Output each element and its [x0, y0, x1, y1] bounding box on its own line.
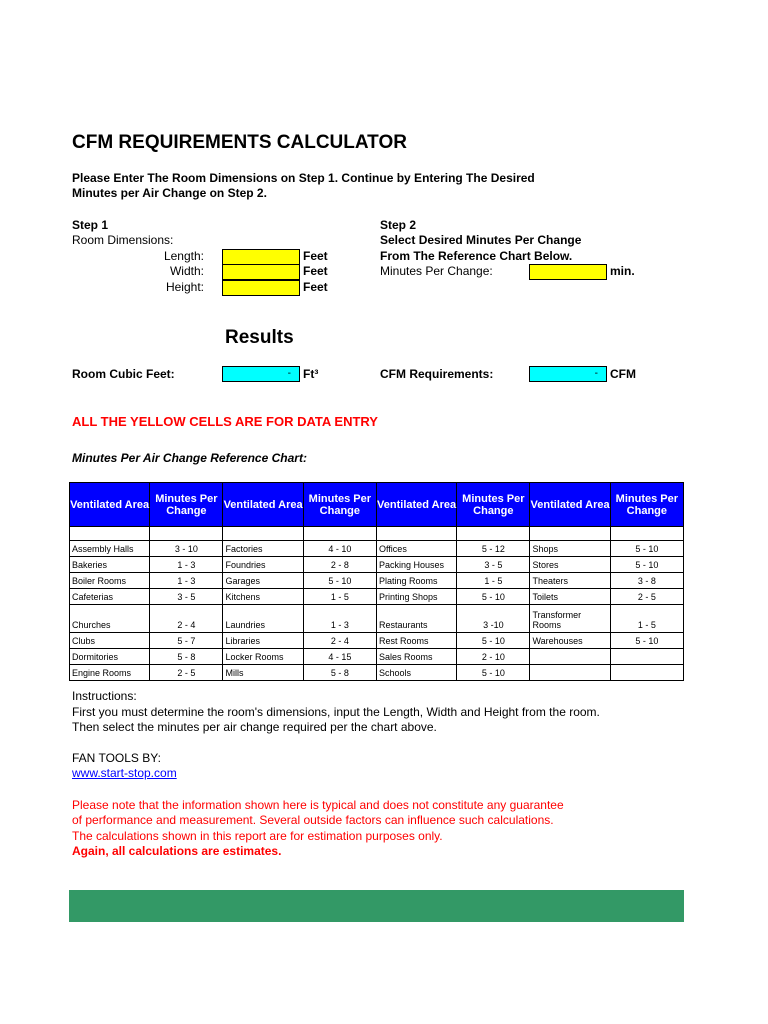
column-header: Minutes Per Change: [303, 483, 376, 527]
width-input[interactable]: [222, 264, 300, 280]
step1-heading: Step 1: [72, 218, 109, 232]
area-cell: [530, 649, 610, 665]
spacer-cell: [223, 527, 303, 541]
column-header: Ventilated Area: [70, 483, 150, 527]
height-label: Height:: [165, 280, 204, 294]
spacer-cell: [150, 527, 223, 541]
area-cell: Libraries: [223, 633, 303, 649]
area-cell: Foundries: [223, 557, 303, 573]
minutes-cell: [610, 649, 683, 665]
area-cell: Locker Rooms: [223, 649, 303, 665]
minutes-cell: 1 - 5: [457, 573, 530, 589]
room-cubic-feet-label: Room Cubic Feet:: [72, 367, 175, 381]
area-cell: Toilets: [530, 589, 610, 605]
area-cell: Restaurants: [376, 605, 456, 633]
minutes-cell: 5 - 12: [457, 541, 530, 557]
area-cell: Transformer Rooms: [530, 605, 610, 633]
area-cell: Mills: [223, 665, 303, 681]
room-dimensions-label: Room Dimensions:: [72, 233, 174, 247]
intro-line-1: Please Enter The Room Dimensions on Step 1. Continue by Entering The Desired: [72, 171, 535, 185]
minutes-cell: 2 - 10: [457, 649, 530, 665]
table-row: [70, 589, 684, 605]
height-input[interactable]: [222, 280, 300, 296]
column-header: Ventilated Area: [223, 483, 303, 527]
minutes-per-change-label: Minutes Per Change:: [380, 264, 493, 278]
minutes-cell: 1 - 3: [303, 605, 376, 633]
minutes-cell: 5 - 8: [150, 649, 223, 665]
minutes-cell: 2 - 4: [303, 633, 376, 649]
table-row: [70, 649, 684, 665]
minutes-cell: 4 - 15: [303, 649, 376, 665]
minutes-cell: 2 - 5: [610, 589, 683, 605]
area-cell: Factories: [223, 541, 303, 557]
height-unit: Feet: [303, 280, 328, 294]
table-row: [70, 557, 684, 573]
fan-tools-label: FAN TOOLS BY:: [72, 751, 161, 765]
minutes-cell: 5 - 10: [610, 557, 683, 573]
minutes-cell: 5 - 10: [457, 589, 530, 605]
table-spacer-row: [70, 527, 684, 541]
area-cell: Rest Rooms: [376, 633, 456, 649]
reference-chart-table: [69, 482, 684, 681]
area-cell: Printing Shops: [376, 589, 456, 605]
data-entry-note: ALL THE YELLOW CELLS ARE FOR DATA ENTRY: [72, 414, 378, 429]
area-cell: Dormitories: [70, 649, 150, 665]
area-cell: Kitchens: [223, 589, 303, 605]
disclaimer-line-4: Again, all calculations are estimates.: [72, 844, 282, 858]
table-row: [70, 605, 684, 633]
disclaimer-line-1: Please note that the information shown here is typical and does not constitute any guarantee: [72, 798, 564, 812]
minutes-cell: 1 - 5: [610, 605, 683, 633]
area-cell: Plating Rooms: [376, 573, 456, 589]
cfm-requirements-output: -: [529, 366, 607, 382]
area-cell: Offices: [376, 541, 456, 557]
width-label: Width:: [169, 264, 204, 278]
area-cell: Cafeterias: [70, 589, 150, 605]
table-row: [70, 573, 684, 589]
cfm-requirements-label: CFM Requirements:: [380, 367, 494, 381]
minutes-cell: 4 - 10: [303, 541, 376, 557]
page-title: CFM REQUIREMENTS CALCULATOR: [72, 132, 407, 153]
spacer-cell: [303, 527, 376, 541]
cfm-unit: CFM: [610, 367, 636, 381]
disclaimer-line-2: of performance and measurement. Several outside factors can influence such calculations.: [72, 813, 554, 827]
spacer-cell: [457, 527, 530, 541]
column-header: Minutes Per Change: [610, 483, 683, 527]
area-cell: Churches: [70, 605, 150, 633]
minutes-cell: 5 - 8: [303, 665, 376, 681]
table-row: [70, 633, 684, 649]
step2-heading: Step 2: [380, 218, 417, 232]
area-cell: Boiler Rooms: [70, 573, 150, 589]
minutes-cell: 2 - 4: [150, 605, 223, 633]
minutes-cell: 5 - 10: [610, 541, 683, 557]
minutes-cell: 5 - 10: [457, 665, 530, 681]
column-header: Ventilated Area: [530, 483, 610, 527]
spacer-cell: [530, 527, 610, 541]
minutes-cell: 3 -10: [457, 605, 530, 633]
results-heading: Results: [225, 327, 294, 348]
minutes-cell: 3 - 8: [610, 573, 683, 589]
instructions-heading: Instructions:: [72, 689, 137, 703]
table-header-row: [70, 483, 684, 527]
minutes-cell: [610, 665, 683, 681]
minutes-cell: 2 - 8: [303, 557, 376, 573]
length-input[interactable]: [222, 249, 300, 265]
area-cell: Assembly Halls: [70, 541, 150, 557]
minutes-per-change-input[interactable]: [529, 264, 607, 280]
area-cell: Engine Rooms: [70, 665, 150, 681]
minutes-cell: 3 - 5: [150, 589, 223, 605]
length-label: Length:: [163, 249, 204, 263]
width-unit: Feet: [303, 264, 328, 278]
area-cell: [530, 665, 610, 681]
area-cell: Theaters: [530, 573, 610, 589]
disclaimer-line-3: The calculations shown in this report are for estimation purposes only.: [72, 829, 443, 843]
minutes-cell: 3 - 5: [457, 557, 530, 573]
minutes-cell: 1 - 3: [150, 557, 223, 573]
footer-bar: [69, 890, 684, 922]
website-link[interactable]: www.start-stop.com: [72, 766, 177, 780]
spacer-cell: [610, 527, 683, 541]
step2-line-1: Select Desired Minutes Per Change: [380, 233, 582, 247]
area-cell: Sales Rooms: [376, 649, 456, 665]
step2-line-2: From The Reference Chart Below.: [380, 249, 573, 263]
minutes-cell: 1 - 5: [303, 589, 376, 605]
room-cubic-feet-output: -: [222, 366, 300, 382]
minutes-cell: 5 - 10: [457, 633, 530, 649]
reference-chart-title: Minutes Per Air Change Reference Chart:: [72, 451, 307, 465]
column-header: Minutes Per Change: [457, 483, 530, 527]
minutes-cell: 5 - 10: [303, 573, 376, 589]
instructions-line-1: First you must determine the room's dimensions, input the Length, Width and Height from the room.: [72, 705, 600, 719]
minutes-cell: 5 - 7: [150, 633, 223, 649]
table-row: [70, 541, 684, 557]
minutes-unit: min.: [610, 264, 635, 278]
intro-line-2: Minutes per Air Change on Step 2.: [72, 186, 267, 200]
minutes-cell: 2 - 5: [150, 665, 223, 681]
minutes-cell: 1 - 3: [150, 573, 223, 589]
area-cell: Clubs: [70, 633, 150, 649]
area-cell: Bakeries: [70, 557, 150, 573]
spacer-cell: [70, 527, 150, 541]
minutes-cell: 5 - 10: [610, 633, 683, 649]
area-cell: Garages: [223, 573, 303, 589]
area-cell: Schools: [376, 665, 456, 681]
length-unit: Feet: [303, 249, 328, 263]
column-header: Minutes Per Change: [150, 483, 223, 527]
cubic-feet-unit: Ft³: [303, 367, 319, 381]
area-cell: Shops: [530, 541, 610, 557]
table-row: [70, 665, 684, 681]
spacer-cell: [376, 527, 456, 541]
area-cell: Laundries: [223, 605, 303, 633]
area-cell: Warehouses: [530, 633, 610, 649]
minutes-cell: 3 - 10: [150, 541, 223, 557]
area-cell: Packing Houses: [376, 557, 456, 573]
instructions-line-2: Then select the minutes per air change required per the chart above.: [72, 720, 437, 734]
area-cell: Stores: [530, 557, 610, 573]
column-header: Ventilated Area: [376, 483, 456, 527]
